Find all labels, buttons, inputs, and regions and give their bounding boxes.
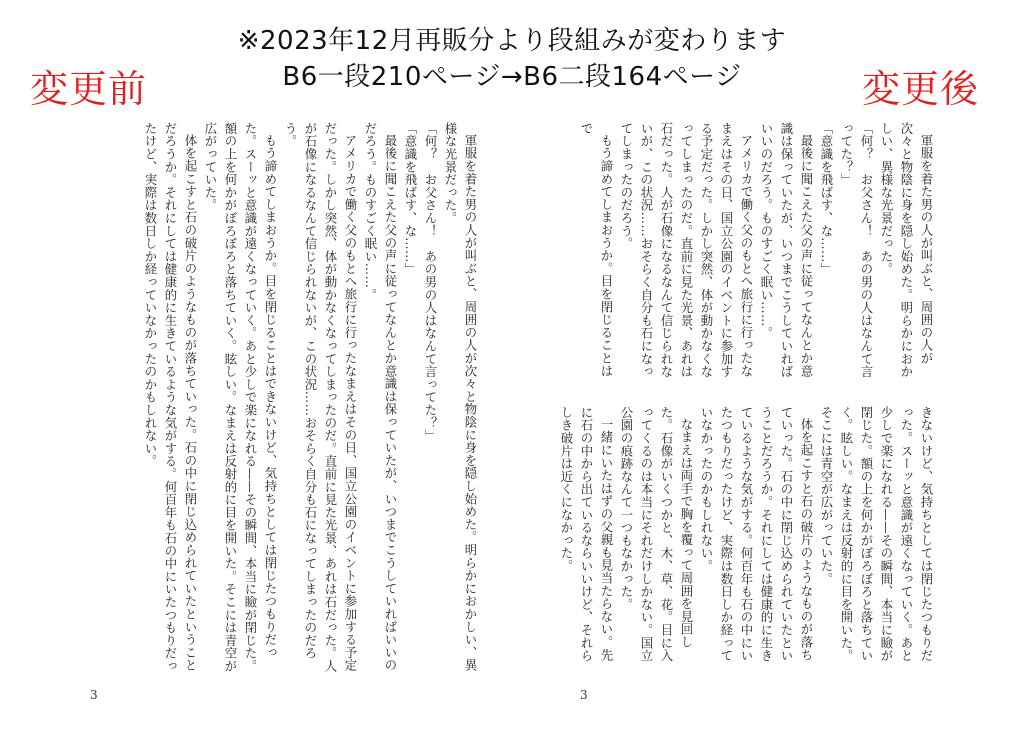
after-upper-column [580,122,936,390]
paragraph: 最後に聞こえた父の声に従ってなんとか意識は保っていたが、いつまでこうしていればいいのだろう。ものすごく眠い……。 [759,122,814,378]
paragraph: 体を起こすと石の破片のようなものが落ちていった。石の中に閉じ込められていたということだろうか。それにしては健康的に生きているような気がする。何百年も石の中にいたつもりだったけど、実際は数日しか経っていなかったのかもしれない。 [143,122,198,673]
paragraph: もう諦めてしまおうか。目を閉じることはで [579,122,614,378]
paragraph: アメリカで働く父のもとへ旅行に行ったなまえはその日、国立公園のイベントに参加する予定だった。しかし突然、体が動かなくなってしまったのだ。直前に見た光景、あれは石だった。人が石像になるなんて信じられないが、この状況……おそらく自分も石になってしまったのだろう。 [619,122,754,378]
notice-line-2: B6一段210ページ→B6二段164ページ [282,62,742,92]
label-after-change: 変更後 [862,67,980,111]
dialogue-line: 「何？ お父さん！ あの男の人はなんて言ってた？」 [423,122,438,442]
paragraph: 軍服を着た男の人が叫ぶと、周囲の人が次々と物陰に身を隠し始めた。明らかにおかしい、異様な光景だった。 [879,122,934,378]
paragraph: きないけど、気持ちとしては閉じたつもりだった。スーッと意識が遠くなっていく。あと少しで楽になれる——その瞬間、本当に瞼が閉じた。額の上を何かがぼろぼろと落ちていく。眩しい。なまえは反射的に目を開いた。そこには青空が広がっていた。 [819,406,934,662]
paragraph: アメリカで働く父のもとへ旅行に行ったなまえはその日、国立公園のイベントに参加する予定だった。しかし突然、体が動かなくなってしまったのだ。直前に見た光景、あれは石だった。人が石像になるなんて信じられないが、この状況……おそらく自分も石になってしまったのだろう。 [283,122,358,673]
after-lower-column [559,406,936,674]
dialogue-line: 「意識を飛ばす、な……」 [403,122,418,276]
paragraph: 軍服を着た男の人が叫ぶと、周囲の人が次々と物陰に身を隠し始めた。明らかにおかしい、異様な光景だった。 [443,122,478,672]
paragraph: 最後に聞こえた父の声に従ってなんとか意識は保っていたが、いつまでこうしていればいいのだろう。ものすごく眠い……。 [363,122,398,672]
label-before-change: 変更前 [30,67,148,111]
paragraph: なまえは両手で胸を覆って周囲を見回した。石像がいくつかと、木、草、花。目に入ってくるのは本当にそれだけしかない。国立公園の痕跡なんて一つもなかった。 [619,406,694,662]
notice-line-1: ※2023年12月再販分より段組みが変わります [237,26,787,56]
dialogue-line: 「何？ お父さん！ あの男の人はなんて言ってた？」 [839,122,874,378]
dialogue-line: 「意識を飛ばす、な……」 [819,122,834,276]
paragraph: 一緒にいたはずの父親も見当たらない。先に石の中から出ているならいいけど、それらしき破片は近くになかった。 [559,406,614,662]
paragraph: もう諦めてしまおうか。目を閉じることはできないけど、気持ちとしては閉じたつもりだった。スーッと意識が遠くなっていく。あと少しで楽になれる——その瞬間、本当に瞼が閉じた。額の上を何かがぼろぼろと落ちていく。眩しい。なまえは反射的に目を開いた。そこには青空が広がっていた。 [203,122,278,673]
paragraph: 体を起こすと石の破片のようなものが落ちていった。石の中に閉じ込められていたということだろうか。それにしては健康的に生きているような気がする。何百年も石の中にいたつもりだったけど、実際は数日しか経っていなかったのかもしれない。 [699,406,814,662]
page-number-after: 3 [580,688,588,702]
before-single-column-page [92,122,480,682]
page-number-before: 3 [90,688,98,702]
